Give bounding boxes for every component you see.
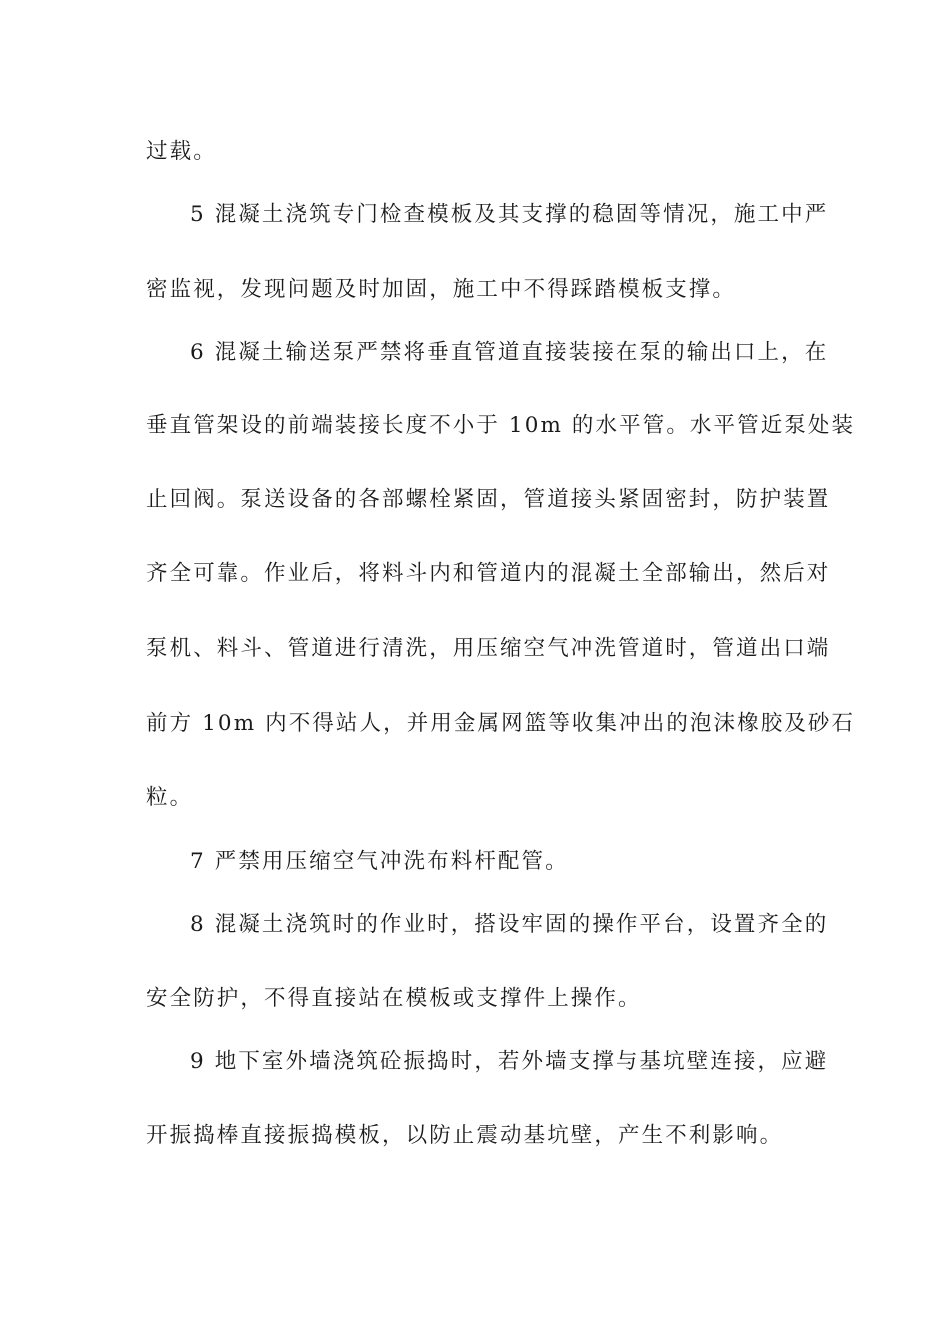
paragraph-9-line-1: 9 地下室外墙浇筑砼振捣时，若外墙支撑与基坑壁连接，应避 [190, 1049, 829, 1074]
paragraph-6-line-4: 齐全可靠。作业后，将料斗内和管道内的混凝土全部输出，然后对 [146, 561, 831, 586]
paragraph-9-line-2: 开振捣棒直接振捣模板，以防止震动基坑壁，产生不利影响。 [146, 1123, 784, 1148]
paragraph-8-line-2: 安全防护，不得直接站在模板或支撑件上操作。 [146, 986, 642, 1011]
paragraph-6-line-2: 垂直管架设的前端装接长度不小于 10m 的水平管。水平管近泵处装 [146, 413, 856, 438]
paragraph-6-line-3: 止回阀。泵送设备的各部螺栓紧固，管道接头紧固密封，防护装置 [146, 487, 831, 512]
paragraph-5-line-1: 5 混凝土浇筑专门检查模板及其支撑的稳固等情况，施工中严 [190, 202, 829, 227]
paragraph-6-line-7: 粒。 [146, 785, 194, 810]
paragraph-7-line-1: 7 严禁用压缩空气冲洗布料杆配管。 [190, 849, 569, 874]
text-line-1: 过载。 [146, 139, 217, 164]
paragraph-6-line-6: 前方 10m 内不得站人，并用金属网篮等收集冲出的泡沫橡胶及砂石 [146, 711, 856, 736]
paragraph-6-line-1: 6 混凝土输送泵严禁将垂直管道直接装接在泵的输出口上，在 [190, 340, 829, 365]
paragraph-8-line-1: 8 混凝土浇筑时的作业时，搭设牢固的操作平台，设置齐全的 [190, 912, 829, 937]
paragraph-5-line-2: 密监视，发现问题及时加固，施工中不得踩踏模板支撑。 [146, 277, 737, 302]
paragraph-6-line-5: 泵机、料斗、管道进行清洗，用压缩空气冲洗管道时，管道出口端 [146, 636, 831, 661]
